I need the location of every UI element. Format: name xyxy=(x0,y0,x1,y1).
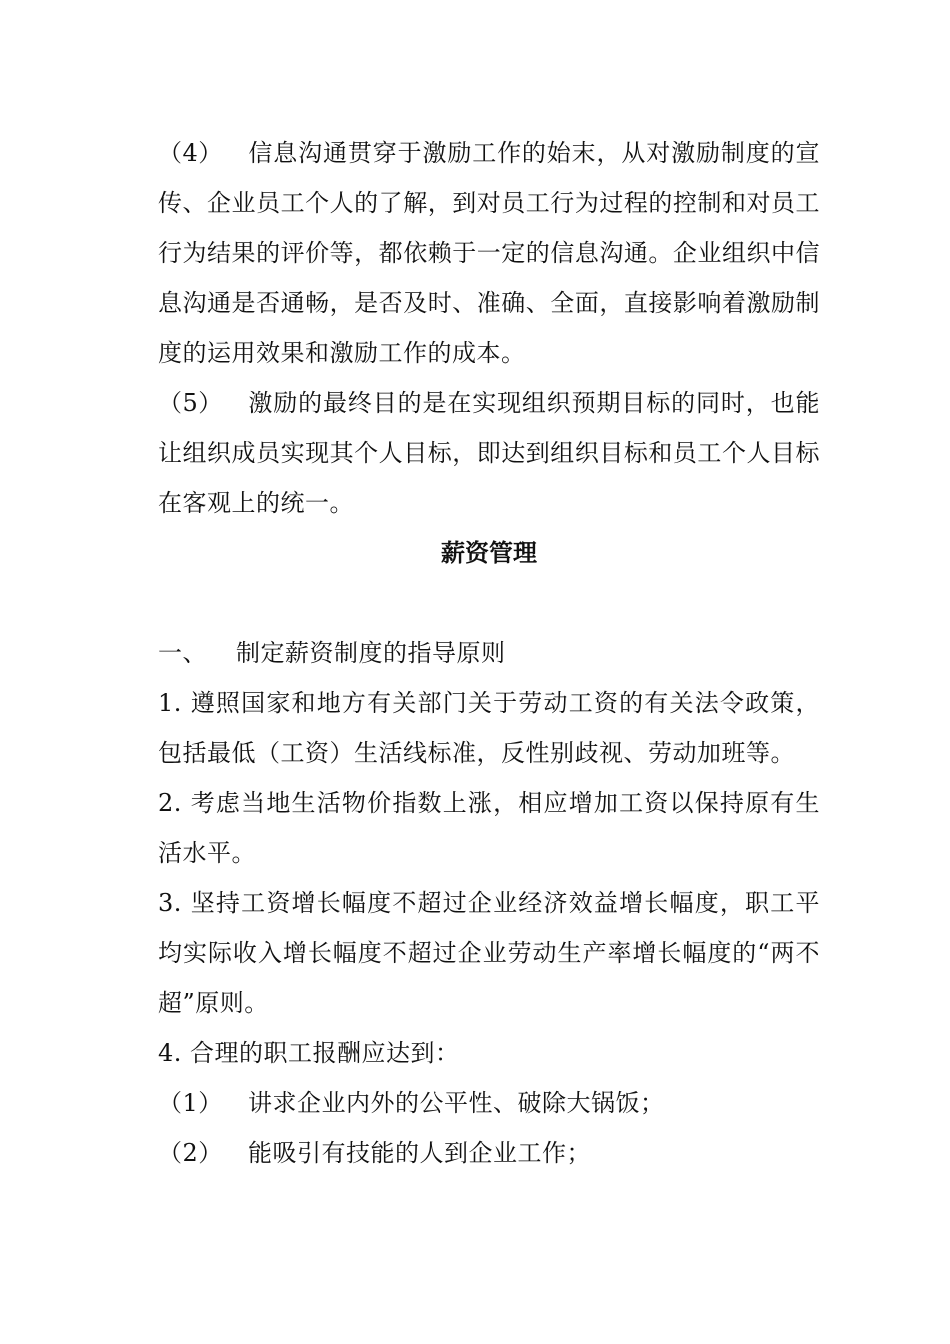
sub-item-text: 能吸引有技能的人到企业工作； xyxy=(248,1139,591,1167)
sub-item-marker: （2） xyxy=(158,1139,223,1167)
paragraph-text: 激励的最终目的是在实现组织预期目标的同时，也能让组织成员实现其个人目标，即达到组织目标和员工个人目标在客观上的统一。 xyxy=(158,389,820,517)
sub-item-2 xyxy=(158,1128,820,1178)
list-item-4: 4. 合理的职工报酬应达到： xyxy=(158,1039,460,1067)
list-item-3: 3. 坚持工资增长幅度不超过企业经济效益增长幅度，职工平均实际收入增长幅度不超过企业劳动生产率增长幅度的“两不超”原则。 xyxy=(158,889,820,1017)
item-marker: （4） xyxy=(158,139,223,167)
section-title: 薪资管理 xyxy=(441,539,537,567)
list-item-2: 2. 考虑当地生活物价指数上涨，相应增加工资以保持原有生活水平。 xyxy=(158,789,820,867)
sub-item-marker: （1） xyxy=(158,1089,223,1117)
sub-item-1 xyxy=(158,1078,820,1128)
sub-item-text: 讲求企业内外的公平性、破除大锅饭； xyxy=(248,1089,665,1117)
list-item-1: 1. 遵照国家和地方有关部门关于劳动工资的有关法令政策，包括最低（工资）生活线标准，反性别歧视、劳动加班等。 xyxy=(158,689,820,767)
heading-text: 制定薪资制度的指导原则 xyxy=(236,639,506,667)
heading-marker: 一、 xyxy=(158,639,207,667)
section-heading xyxy=(158,628,820,678)
item-marker: （5） xyxy=(158,389,223,417)
document-page xyxy=(158,128,820,1178)
paragraph-item-5 xyxy=(158,378,820,528)
paragraph-text: 信息沟通贯穿于激励工作的始末，从对激励制度的宣传、企业员工个人的了解，到对员工行为过程的控制和对员工行为结果的评价等，都依赖于一定的信息沟通。企业组织中信息沟通是否通畅，是否及时、准确、全面，直接影响着激励制度的运用效果和激励工作的成本。 xyxy=(158,139,820,367)
paragraph-item-4 xyxy=(158,128,820,378)
